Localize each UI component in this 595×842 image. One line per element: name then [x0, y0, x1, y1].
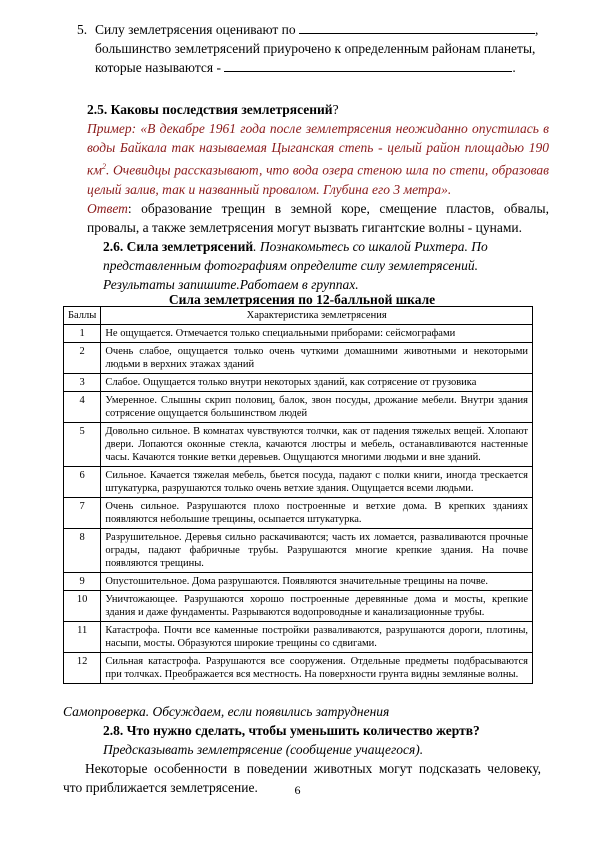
table-row — [64, 467, 533, 498]
scale-points: 1 — [64, 325, 101, 343]
section-heading: 2.5. Каковы последствия землетрясений? — [87, 102, 339, 117]
scale-description: Очень сильное. Разрушаются плохо построенные и ветхие дома. В крепких зданиях появляются небольшие трещины, осыпается штукатурка. — [101, 498, 533, 529]
answer-label: Ответ — [87, 200, 128, 216]
question-line-2: большинство землетрясений приурочено к определенным районам планеты, — [95, 41, 536, 56]
scale-description: Сильная катастрофа. Разрушаются все сооружения. Отдельные предметы подбрасываются при толчках. Преображается вся местность. На поверхности грунта видны земляные волны. — [101, 653, 533, 684]
table-title: Сила землетрясения по 12-балльной шкале — [168, 292, 436, 307]
richter-scale-table — [63, 306, 533, 684]
section-2-5 — [87, 100, 549, 237]
example-paragraph: Пример: «В декабре 1961 года после землетрясения неожиданно опустилась в воды Байкала так называемая Цыганская степь - целый район площадью 190 $км^2$. Очевидцы рассказывают, что вода озера стеною шла по степи, образовав целый залив, так и названный провалом. Глубина его 3 метра». — [87, 121, 549, 197]
scale-description: Слабое. Ощущается только внутри некоторых зданий, как сотрясение от грузовика — [101, 374, 533, 392]
scale-points: 10 — [64, 591, 101, 622]
scale-points: 8 — [64, 529, 101, 573]
scale-points: 4 — [64, 392, 101, 423]
scale-description: Довольно сильное. В комнатах чувствуются толчки, как от падения тяжелых вещей. Хлопают двери. Лопаются оконные стекла, качаются люстры и мебель, останавливаются настенные часы. Качаются тонкие ветки деревьев. Ощущаются многими людьми и вне зданий. — [101, 423, 533, 467]
question-5 — [77, 20, 557, 77]
page-number: 6 — [294, 783, 301, 797]
scale-description: Разрушительное. Деревья сильно раскачиваются; часть их ломается, разваливаются прочные ограды, падают фабричные трубы. Разрушаются многие крепкие здания. На почве появляются трещины. — [101, 529, 533, 573]
column-header-description: Характеристика землетрясения — [101, 307, 533, 325]
table-row — [64, 529, 533, 573]
table-row — [64, 653, 533, 684]
scale-description: Катастрофа. Почти все каменные постройки разваливаются, разрушаются дороги, плотины, насыпи, мосты. Образуются широкие трещины со сдвигами. — [101, 622, 533, 653]
body-paragraph: Некоторые особенности в поведении животных могут подсказать человеку, что приближается землетрясение. — [63, 761, 541, 795]
self-check-note: Самопроверка. Обсуждаем, если появились затруднения — [63, 704, 390, 719]
answer-blank[interactable] — [224, 59, 512, 72]
scale-points: 5 — [64, 423, 101, 467]
section-heading: 2.6. Сила землетрясений. Познакомьтесь со шкалой Рихтера. По представленным фотографиям определите силу землетрясений. Результаты запишите.Работаем в группах. — [103, 239, 488, 292]
column-header-points: Баллы — [64, 307, 101, 325]
table-row — [64, 498, 533, 529]
section-2-6 — [63, 237, 541, 294]
scale-description: Очень слабое, ощущается только очень чуткими домашними животными и некоторыми людьми в верхних этажах зданий — [101, 343, 533, 374]
table-row — [64, 374, 533, 392]
table-row — [64, 423, 533, 467]
section-heading: 2.8. Что нужно сделать, чтобы уменьшить количество жертв? — [103, 723, 480, 738]
question-number: 5. — [77, 22, 88, 37]
table-row — [64, 622, 533, 653]
scale-points: 7 — [64, 498, 101, 529]
scale-description: Сильное. Качается тяжелая мебель, бьется посуда, падают с полки книги, иногда трескается штукатурка, разрушаются только очень ветхие здания. Ощущается всеми людьми. — [101, 467, 533, 498]
scale-points: 3 — [64, 374, 101, 392]
table-row — [64, 591, 533, 622]
table-row — [64, 325, 533, 343]
table-row — [64, 392, 533, 423]
table-row — [64, 573, 533, 591]
table-header-row — [64, 307, 533, 325]
scale-points: 6 — [64, 467, 101, 498]
scale-description: Уничтожающее. Разрушаются хорошо построенные деревянные дома и мосты, крепкие здания и даже фундаменты. Разрываются водопроводные и канализационные трубы. — [101, 591, 533, 622]
scale-points: 2 — [64, 343, 101, 374]
scale-points: 9 — [64, 573, 101, 591]
scale-description: Не ощущается. Отмечается только специальными приборами: сейсмографами — [101, 325, 533, 343]
question-line-1: Силу землетрясения оценивают по , — [95, 22, 539, 37]
example-label: Пример: — [87, 121, 137, 136]
table-row — [64, 343, 533, 374]
table-body — [64, 325, 533, 684]
scale-description: Опустошительное. Дома разрушаются. Появляются значительные трещины на почве. — [101, 573, 533, 591]
answer-blank[interactable] — [299, 21, 535, 34]
scale-description: Умеренное. Слышны скрип половиц, балок, звон посуды, дрожание мебели. Внутри здания сотрясение ощущается большинством людей — [101, 392, 533, 423]
question-line-3: которые называются - . — [95, 60, 516, 75]
answer-paragraph: Ответ: образование трещин в земной коре, смещение пластов, обвалы, провалы, а также землетрясения могут вызвать гигантские волны - цунами. — [87, 200, 549, 235]
predict-note: Предсказывать землетрясение (сообщение учащегося). — [103, 742, 424, 757]
scale-points: 12 — [64, 653, 101, 684]
scale-points: 11 — [64, 622, 101, 653]
